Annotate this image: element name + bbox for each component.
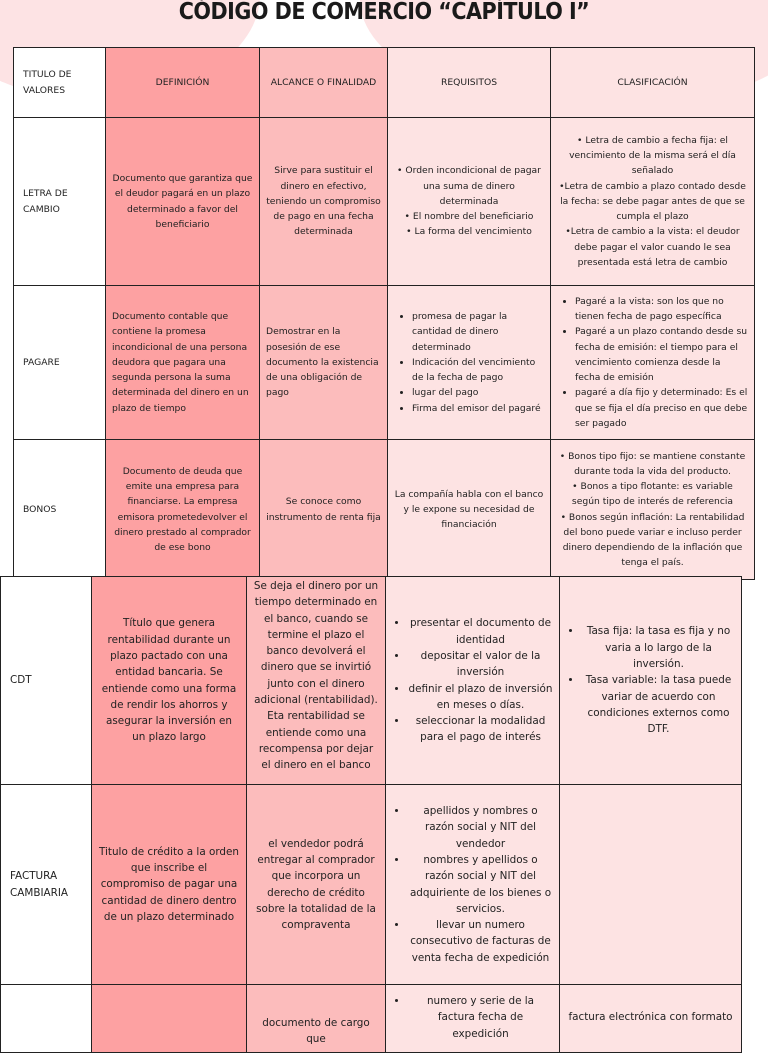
classification-item: • Pagaré a la vista: son los que no tienen fecha de pago específica xyxy=(575,294,748,324)
requirement-item: • promesa de pagar la cantidad de dinero determinado xyxy=(412,309,544,355)
requirements-cell xyxy=(386,785,560,985)
table-row xyxy=(14,118,755,286)
classification-item: • Bonos tipo fijo: se mantiene constante durante toda la vida del producto. xyxy=(559,450,746,477)
table-row xyxy=(14,440,755,580)
row-label: CDT xyxy=(1,577,92,785)
table-row xyxy=(1,985,742,1053)
scope-cell: documento de cargo que xyxy=(247,985,386,1053)
classification-cell xyxy=(551,118,755,286)
requirement-item: • definir el plazo de inversión en meses o días. xyxy=(408,681,553,714)
requirement-item: • llevar un numero consecutivo de facturas de venta fecha de expedición xyxy=(408,917,553,966)
classification-cell xyxy=(560,785,742,985)
row-label: BONOS xyxy=(14,440,106,580)
requirement-item: • La forma del vencimiento xyxy=(406,226,532,238)
classification-item: • Tasa variable: la tasa puede variar de acuerdo con condiciones externos como DTF. xyxy=(582,672,735,737)
row-label: PAGARE xyxy=(14,286,106,440)
requirement-item: • seleccionar la modalidad para el pago de interés xyxy=(408,713,553,746)
requirements-cell xyxy=(386,577,560,785)
scope-cell: Se conoce como instrumento de renta fija xyxy=(260,440,388,580)
classification-item: •Letra de cambio a la vista: el deudor debe pagar el valor cuando le sea presentada está letra de cambio xyxy=(565,226,740,268)
table-row xyxy=(1,577,742,785)
requirements-cell xyxy=(388,118,551,286)
definition-cell: Documento que garantiza que el deudor pagará en un plazo determinado a favor del beneficiario xyxy=(106,118,260,286)
classification-item: •Letra de cambio a plazo contado desde la fecha: se debe pagar antes de que se cumpla el plazo xyxy=(559,180,746,223)
scope-cell: Se deja el dinero por un tiempo determinado en el banco, cuando se termine el plazo el banco devolverá el dinero que se invirtió junto con el dinero adicional (rentabilidad). Eta rentabilidad se entiende como una recompensa por dejar el dinero en el banco xyxy=(247,577,386,785)
requirement-item: • lugar del pago xyxy=(412,385,544,400)
table-row xyxy=(14,286,755,440)
definition-cell: Documento contable que contiene la promesa incondicional de una persona deudora que pagara una segunda persona la suma determinada del dinero en un plazo de tiempo xyxy=(106,286,260,440)
requirement-item: • apellidos y nombres o razón social y NIT del vendedor xyxy=(408,803,553,852)
scope-cell: el vendedor podrá entregar al comprador que incorpora un derecho de crédito sobre la totalidad de la compraventa xyxy=(247,785,386,985)
header-alcance: ALCANCE O FINALIDAD xyxy=(260,48,388,118)
requirement-item: • El nombre del beneficiario xyxy=(404,211,534,223)
definition-cell xyxy=(92,985,247,1053)
classification-cell xyxy=(551,286,755,440)
classification-item: • Bonos a tipo flotante: es variable según tipo de interés de referencia xyxy=(571,481,734,508)
classification-cell: factura electrónica con formato xyxy=(560,985,742,1053)
header-requisitos: REQUISITOS xyxy=(388,48,551,118)
titles-table-bottom xyxy=(0,576,742,1053)
scope-cell: Sirve para sustituir el dinero en efectivo, teniendo un compromiso de pago en una fecha determinada xyxy=(260,118,388,286)
classification-item: • Tasa fija: la tasa es fija y no varia a lo largo de la inversión. xyxy=(582,623,735,672)
header-clasificacion: CLASIFICACIÓN xyxy=(551,48,755,118)
row-label: LETRA DE CAMBIO xyxy=(14,118,106,286)
requirements-cell xyxy=(388,286,551,440)
table-row xyxy=(1,785,742,985)
requirements-cell: La compañía habla con el banco y le expone su necesidad de financiación xyxy=(388,440,551,580)
requirement-item: • Indicación del vencimiento de la fecha de pago xyxy=(412,355,544,385)
classification-item: • pagaré a día fijo y determinado: Es el que se fija el día preciso en que debe ser pagado xyxy=(575,385,748,431)
requirement-item: • Firma del emisor del pagaré xyxy=(412,401,544,416)
row-label xyxy=(1,985,92,1053)
table-header-row xyxy=(14,48,755,118)
definition-cell: Titulo de crédito a la orden que inscribe el compromiso de pagar una cantidad de dinero dentro de un plazo determinado xyxy=(92,785,247,985)
requirement-item: • Orden incondicional de pagar una suma de dinero determinada xyxy=(397,165,541,207)
requirement-item: • nombres y apellidos o razón social y NIT del adquiriente de los bienes o servicios. xyxy=(408,852,553,917)
requirement-item: • depositar el valor de la inversión xyxy=(408,648,553,681)
requirement-item: • numero y serie de la factura fecha de expedición xyxy=(408,993,553,1042)
row-label: FACTURA CAMBIARIA xyxy=(1,785,92,985)
classification-cell xyxy=(551,440,755,580)
classification-item: • Bonos según inflación: La rentabilidad del bono puede variar e incluso perder dinero dependiendo de la inflación que tenga el país. xyxy=(560,511,745,569)
classification-item: • Pagaré a un plazo contando desde su fecha de emisión: el tiempo para el vencimiento comienza desde la fecha de emisión xyxy=(575,324,748,385)
requirement-item: • presentar el documento de identidad xyxy=(408,615,553,648)
page-title: CÓDIGO DE COMERCIO “CAPÍTULO I” xyxy=(178,0,590,25)
titles-table-top xyxy=(13,47,755,580)
requirements-cell xyxy=(386,985,560,1053)
scope-cell: Demostrar en la posesión de ese documento la existencia de una obligación de pago xyxy=(260,286,388,440)
classification-cell xyxy=(560,577,742,785)
header-titulo: TITULO DE VALORES xyxy=(14,48,106,118)
definition-cell: Documento de deuda que emite una empresa para financiarse. La empresa emisora prometedevolver el dinero prestado al comprador de ese bono xyxy=(106,440,260,580)
definition-cell: Título que genera rentabilidad durante un plazo pactado con una entidad bancaria. Se entiende como una forma de rendir los ahorros y asegurar la inversión en un plazo largo xyxy=(92,577,247,785)
classification-item: • Letra de cambio a fecha fija: el vencimiento de la misma será el día señalado xyxy=(569,135,736,177)
header-definicion: DEFINICIÓN xyxy=(106,48,260,118)
